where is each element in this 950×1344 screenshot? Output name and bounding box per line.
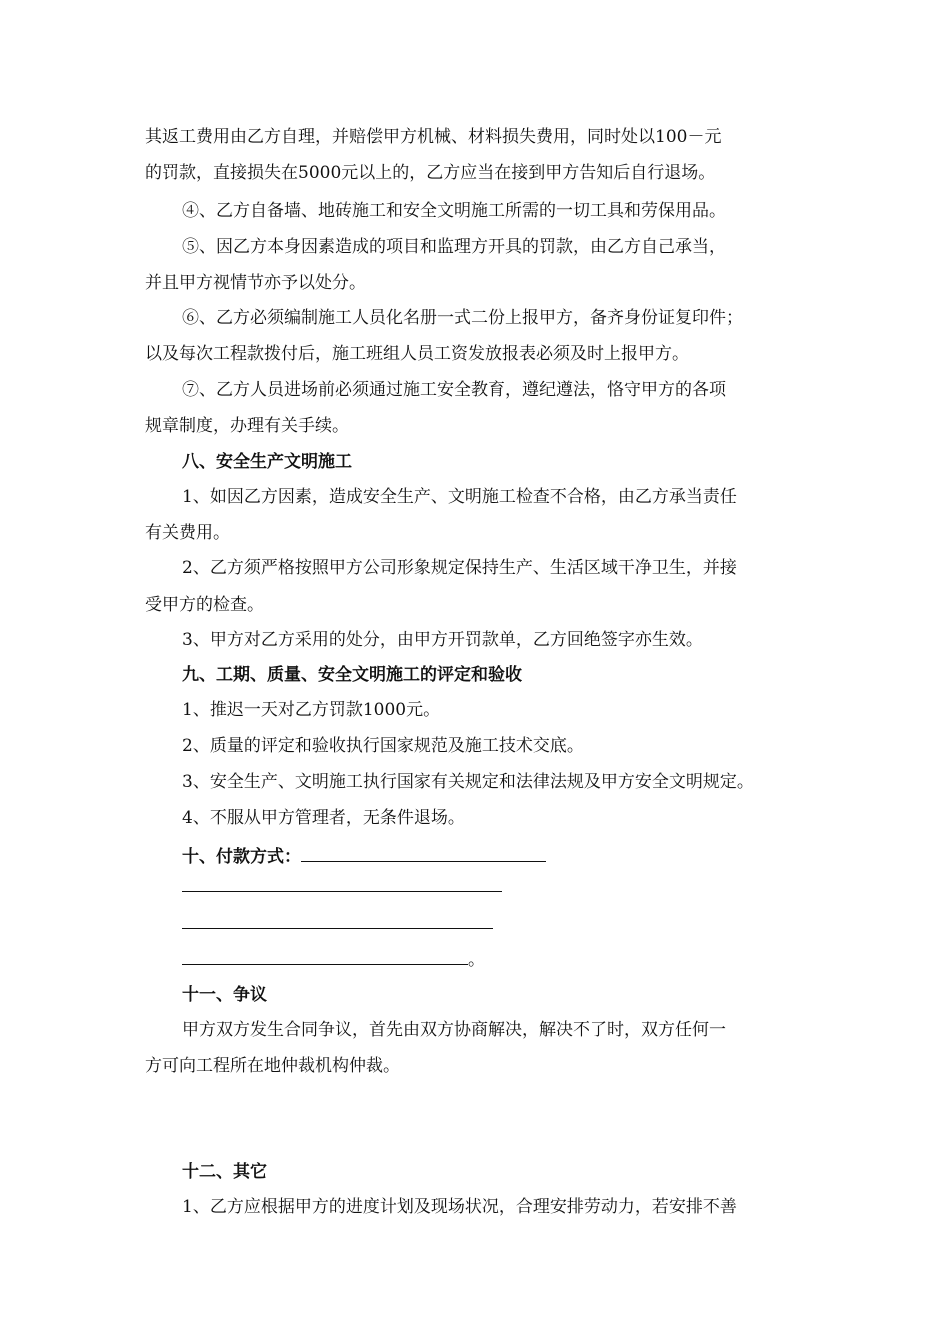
paragraph-line: 方可向工程所在地仲裁机构仲裁。: [145, 1056, 400, 1076]
payment-blank-line[interactable]: [182, 927, 493, 929]
clause-4: ④、乙方自备墙、地砖施工和安全文明施工所需的一切工具和劳保用品。: [182, 201, 726, 221]
list-item: 1、推迟一天对乙方罚款1000元。: [182, 700, 441, 720]
payment-period: 。: [468, 950, 485, 970]
list-item: 1、乙方应根据甲方的进度计划及现场状况，合理安排劳动力，若安排不善: [182, 1197, 737, 1217]
payment-label: 十、付款方式：: [182, 847, 301, 867]
section-heading-10: [182, 843, 546, 869]
list-item: 4、不服从甲方管理者，无条件退场。: [182, 808, 465, 828]
paragraph-line: 甲方双方发生合同争议，首先由双方协商解决，解决不了时，双方任何一: [182, 1020, 726, 1040]
clause-7: ⑦、乙方人员进场前必须通过施工安全教育，遵纪遵法，恪守甲方的各项: [182, 380, 726, 400]
payment-blank-line[interactable]: [182, 890, 502, 892]
paragraph-line: 规章制度，办理有关手续。: [145, 416, 349, 436]
payment-blank-line[interactable]: [301, 843, 546, 862]
paragraph-line: 有关费用。: [145, 523, 230, 543]
list-item: 3、甲方对乙方采用的处分，由甲方开罚款单，乙方回绝签字亦生效。: [182, 630, 703, 650]
paragraph-line: 其返工费用由乙方自理，并赔偿甲方机械、材料损失费用，同时处以100－元: [145, 127, 722, 147]
paragraph-line: 以及每次工程款拨付后，施工班组人员工资发放报表必须及时上报甲方。: [145, 344, 689, 364]
list-item: 3、安全生产、文明施工执行国家有关规定和法律法规及甲方安全文明规定。: [182, 772, 754, 792]
list-item: 1、如因乙方因素，造成安全生产、文明施工检查不合格，由乙方承当责任: [182, 487, 737, 507]
section-heading-8: 八、安全生产文明施工: [182, 452, 352, 472]
clause-5: ⑤、因乙方本身因素造成的项目和监理方开具的罚款，由乙方自己承当，: [182, 237, 726, 257]
paragraph-line: 的罚款，直接损失在5000元以上的，乙方应当在接到甲方告知后自行退场。: [145, 163, 716, 183]
payment-blank-line[interactable]: [182, 963, 468, 965]
clause-6: ⑥、乙方必须编制施工人员化名册一式二份上报甲方，备齐身份证复印件；: [182, 308, 743, 328]
list-item: 2、乙方须严格按照甲方公司形象规定保持生产、生活区域干净卫生，并接: [182, 558, 737, 578]
section-heading-9: 九、工期、质量、安全文明施工的评定和验收: [182, 665, 522, 685]
paragraph-line: 并且甲方视情节亦予以处分。: [145, 273, 366, 293]
paragraph-line: 受甲方的检查。: [145, 595, 264, 615]
section-heading-11: 十一、争议: [182, 985, 267, 1005]
section-heading-12: 十二、其它: [182, 1162, 267, 1182]
list-item: 2、质量的评定和验收执行国家规范及施工技术交底。: [182, 736, 584, 756]
